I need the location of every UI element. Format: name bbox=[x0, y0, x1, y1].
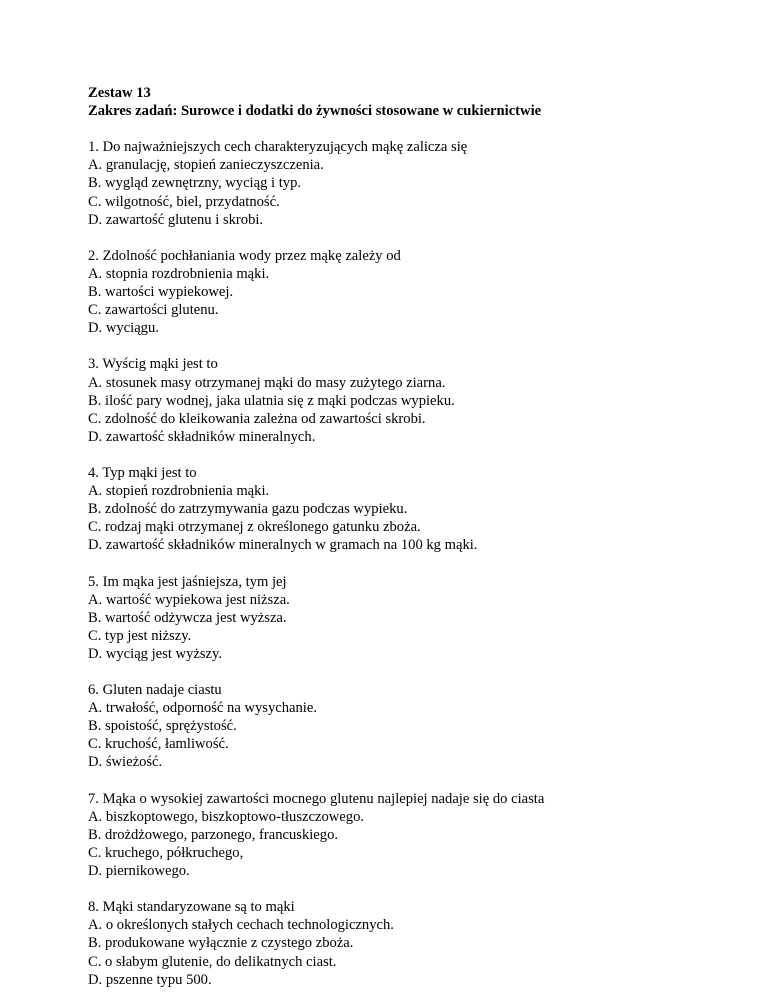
answer-option-d: D. świeżość. bbox=[88, 754, 163, 771]
question-3 bbox=[88, 355, 748, 445]
question-stem: 8. Mąki standaryzowane są to mąki bbox=[88, 899, 295, 916]
answer-option-c: C. typ jest niższy. bbox=[88, 627, 192, 644]
answer-option-c: C. kruchego, półkruchego, bbox=[88, 844, 244, 861]
answer-option-a: A. o określonych stałych cechach technologicznych. bbox=[88, 917, 394, 934]
answer-option-c: C. wilgotność, biel, przydatność. bbox=[88, 193, 280, 210]
answer-option-c: C. o słabym glutenie, do delikatnych ciast. bbox=[88, 953, 337, 970]
question-stem: 3. Wyścig mąki jest to bbox=[88, 356, 218, 373]
answer-option-d: D. zawartość glutenu i skrobi. bbox=[88, 211, 264, 228]
question-1 bbox=[88, 138, 748, 228]
answer-option-a: A. stopień rozdrobnienia mąki. bbox=[88, 483, 270, 500]
answer-option-b: B. produkowane wyłącznie z czystego zboża. bbox=[88, 935, 354, 952]
answer-option-d: D. zawartość składników mineralnych w gramach na 100 kg mąki. bbox=[88, 537, 478, 554]
answer-option-b: B. wartość odżywcza jest wyższa. bbox=[88, 609, 287, 626]
document-header bbox=[88, 84, 748, 120]
answer-option-b: B. wartości wypiekowej. bbox=[88, 284, 234, 301]
answer-option-c: C. zdolność do kleikowania zależna od zawartości skrobi. bbox=[88, 410, 426, 427]
answer-option-c: C. zawartości glutenu. bbox=[88, 302, 219, 319]
answer-option-b: B. wygląd zewnętrzny, wyciąg i typ. bbox=[88, 175, 302, 192]
set-title: Zestaw 13 bbox=[88, 85, 151, 101]
answer-option-d: D. wyciąg jest wyższy. bbox=[88, 645, 223, 662]
question-stem: 5. Im mąka jest jaśniejsza, tym jej bbox=[88, 573, 287, 590]
question-8 bbox=[88, 898, 748, 988]
question-stem: 1. Do najważniejszych cech charakteryzujących mąkę zalicza się bbox=[88, 139, 468, 156]
answer-option-b: B. zdolność do zatrzymywania gazu podczas wypieku. bbox=[88, 501, 408, 518]
answer-option-d: D. zawartość składników mineralnych. bbox=[88, 428, 316, 445]
answer-option-c: C. kruchość, łamliwość. bbox=[88, 736, 229, 753]
question-5 bbox=[88, 573, 748, 663]
answer-option-a: A. stosunek masy otrzymanej mąki do masy zużytego ziarna. bbox=[88, 374, 446, 391]
question-stem: 2. Zdolność pochłaniania wody przez mąkę zależy od bbox=[88, 247, 401, 264]
answer-option-b: B. drożdżowego, parzonego, francuskiego. bbox=[88, 826, 339, 843]
question-stem: 4. Typ mąki jest to bbox=[88, 464, 197, 481]
answer-option-b: B. spoistość, sprężystość. bbox=[88, 718, 237, 735]
document-page bbox=[88, 84, 748, 989]
question-7 bbox=[88, 790, 748, 880]
answer-option-d: D. piernikowego. bbox=[88, 863, 190, 880]
answer-option-b: B. ilość pary wodnej, jaka ulatnia się z mąki podczas wypieku. bbox=[88, 392, 455, 409]
answer-option-c: C. rodzaj mąki otrzymanej z określonego gatunku zboża. bbox=[88, 519, 421, 536]
question-stem: 7. Mąka o wysokiej zawartości mocnego glutenu najlepiej nadaje się do ciasta bbox=[88, 790, 545, 807]
question-2 bbox=[88, 247, 748, 337]
question-6 bbox=[88, 681, 748, 771]
answer-option-d: D. wyciągu. bbox=[88, 320, 159, 337]
answer-option-d: D. pszenne typu 500. bbox=[88, 971, 212, 988]
scope-heading: Zakres zadań: Surowce i dodatki do żywności stosowane w cukiernictwie bbox=[88, 103, 542, 120]
answer-option-a: A. wartość wypiekowa jest niższa. bbox=[88, 591, 290, 608]
question-4 bbox=[88, 464, 748, 554]
answer-option-a: A. granulację, stopień zanieczyszczenia. bbox=[88, 157, 324, 174]
answer-option-a: A. stopnia rozdrobnienia mąki. bbox=[88, 265, 270, 282]
answer-option-a: A. trwałość, odporność na wysychanie. bbox=[88, 700, 317, 717]
question-stem: 6. Gluten nadaje ciastu bbox=[88, 682, 222, 699]
answer-option-a: A. biszkoptowego, biszkoptowo-tłuszczowego. bbox=[88, 808, 365, 825]
